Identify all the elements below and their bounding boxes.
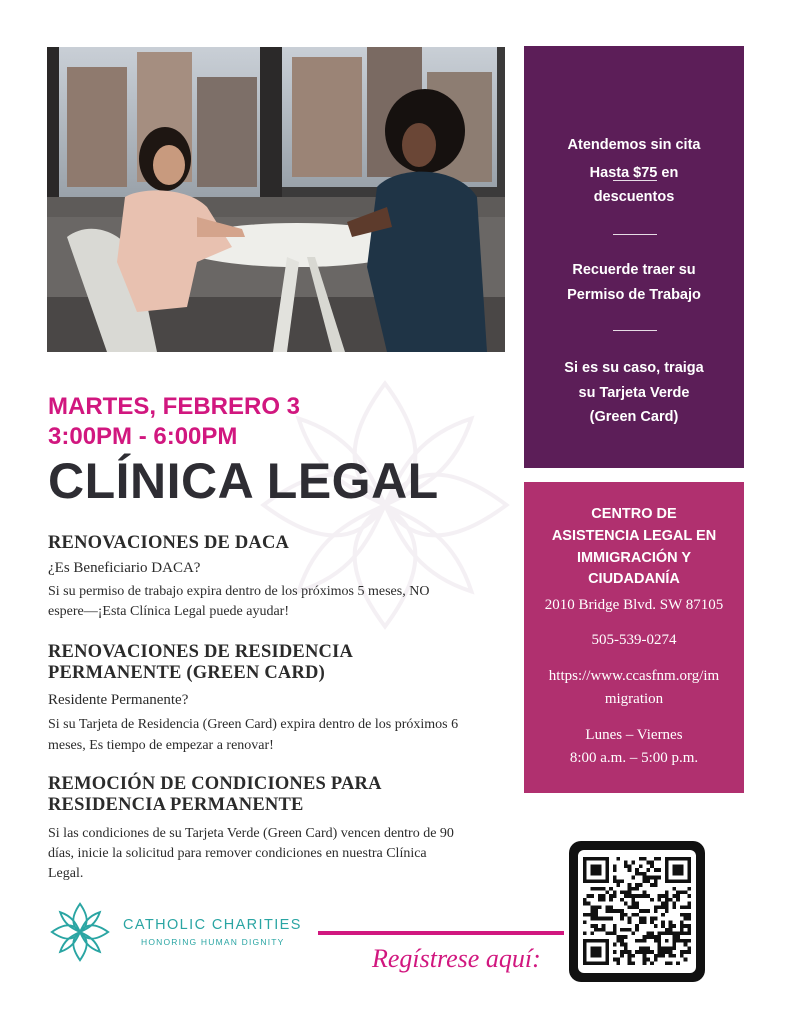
phone[interactable]: 505-539-0274 — [591, 632, 677, 648]
info-walk-in: Atendemos sin cita — [567, 137, 701, 153]
info-greencard-line1: Si es su caso, traiga — [564, 360, 704, 376]
info-greencard-line3: (Green Card) — [589, 409, 679, 425]
register-label: Regístrese aquí: — [372, 944, 541, 973]
section-greencard-body-line1: Si su Tarjeta de Residencia (Green Card) expira dentro de los próximos 6 — [48, 717, 459, 732]
section-conditions-heading-line1: REMOCIÓN DE CONDICIONES PARA — [48, 774, 382, 794]
divider — [613, 330, 657, 331]
section-daca-heading: RENOVACIONES DE DACA — [48, 533, 290, 553]
catholic-charities-logo-icon — [48, 900, 112, 964]
office-days: Lunes – Viernes — [585, 727, 683, 743]
divider — [613, 234, 657, 235]
website-link-line1[interactable]: https://www.ccasfnm.org/im — [548, 668, 720, 684]
info-greencard-line2: su Tarjeta Verde — [578, 385, 690, 401]
org-name-line3: IMMIGRACIÓN Y — [576, 550, 692, 566]
org-name-line4: CIUDADANÍA — [588, 571, 680, 587]
clinic-photo — [47, 47, 505, 352]
section-daca-question: ¿Es Beneficiario DACA? — [48, 560, 201, 576]
section-greencard-heading-line2: PERMANENTE (GREEN CARD) — [48, 663, 325, 683]
address: 2010 Bridge Blvd. SW 87105 — [544, 597, 724, 613]
section-conditions-body-line1: Si las condiciones de su Tarjeta Verde (Green Card) vencen dentro de 90 — [48, 826, 454, 841]
office-hours: 8:00 a.m. – 5:00 p.m. — [569, 750, 699, 766]
page-title: CLÍNICA LEGAL — [48, 453, 439, 509]
section-greencard-question: Residente Permanente? — [48, 692, 189, 708]
info-discount-line1: Hasta $75 en — [589, 165, 679, 181]
info-permit-line2: Permiso de Trabajo — [567, 287, 701, 303]
org-name-line2: ASISTENCIA LEGAL EN — [551, 528, 717, 544]
section-daca-body-line2: espere—¡Esta Clínica Legal puede ayudar! — [48, 604, 290, 619]
qr-code-icon[interactable] — [583, 856, 691, 966]
section-conditions-heading-line2: RESIDENCIA PERMANENTE — [48, 795, 304, 815]
section-greencard-heading-line1: RENOVACIONES DE RESIDENCIA — [48, 642, 354, 662]
info-discount-line2: descuentos — [593, 189, 675, 205]
event-date: MARTES, FEBRERO 3 — [48, 393, 301, 420]
info-permit-line1: Recuerde traer su — [572, 262, 696, 278]
contact-box — [524, 482, 744, 793]
section-conditions-body-line2: días, inicie la solicitud para remover condiciones en nuestra Clínica — [48, 846, 427, 861]
section-conditions-body-line3: Legal. — [48, 866, 84, 881]
org-name-line1: CENTRO DE — [591, 506, 677, 522]
event-time: 3:00PM - 6:00PM — [48, 423, 238, 450]
logo-name: CATHOLIC CHARITIES — [123, 917, 302, 933]
register-divider — [318, 931, 564, 935]
info-box — [524, 46, 744, 468]
section-daca-body-line1: Si su permiso de trabajo expira dentro de los próximos 5 meses, NO — [48, 584, 430, 599]
logo-tagline: HONORING HUMAN DIGNITY — [141, 937, 285, 947]
section-greencard-body-line2: meses, Es tiempo de empezar a renovar! — [48, 738, 274, 753]
website-link-line2[interactable]: migration — [604, 691, 664, 707]
